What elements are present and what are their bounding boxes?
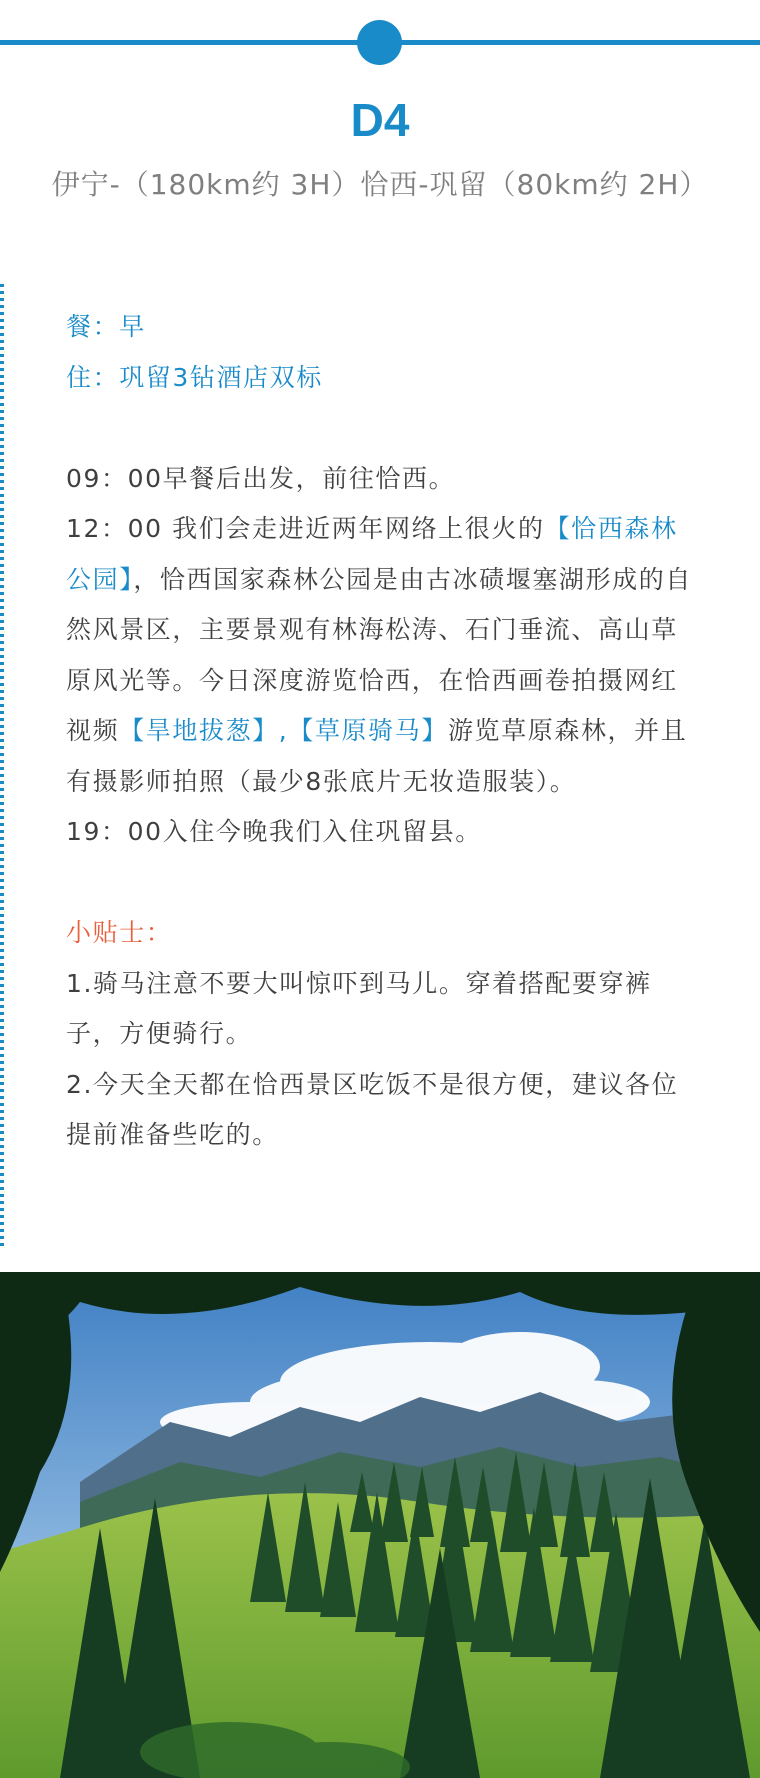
tip-item-1: 1.骑马注意不要大叫惊吓到马儿。穿着搭配要穿裤子，方便骑行。 [66,968,652,1048]
highlight-qiaxi-forest-park: 【恰西森林公园】 [66,514,678,594]
accommodation-line: 住：巩留3钻酒店双标 [66,362,323,392]
itinerary-content [66,302,700,1161]
tip-item-2: 2.今天全天都在恰西景区吃饭不是很方便，建议各位提前准备些吃的。 [66,1069,679,1149]
day-title: D4 [350,94,410,146]
itinerary-line-2-text-b: ，恰西国家森林公园是由古冰碛堰塞湖形成的自然风景区，主要景观有林海松涛、石门垂流、高山草原风光等。今日深度游览恰西，在恰西画卷拍摄网红视频 [66,564,692,745]
spacer [66,403,700,454]
route-subtitle: 伊宁-（180km约 3H）恰西-巩留（80km约 2H） [51,168,709,201]
itinerary-line-2-text-a: 12：00 我们会走进近两年网络上很火的 [66,514,545,543]
spacer [66,858,700,909]
landscape-illustration [0,1272,760,1778]
dotted-side-border [0,284,4,1250]
tips-title: 小贴士： [66,918,173,947]
top-divider-dot [357,20,402,65]
meals-line: 餐：早 [66,312,146,341]
itinerary-line-2-text-c: 游览草原森林，并且有摄影师拍照（最少8张底片无妆造服装）。 [66,716,688,796]
itinerary-line-1: 09：00早餐后出发，前往恰西。 [66,463,456,493]
itinerary-line-2 [66,504,700,807]
highlight-activities: 【旱地拔葱】,【草原骑马】 [119,716,448,745]
itinerary-line-3: 19：00入住今晚我们入住巩留县。 [66,817,482,846]
landscape-photo [0,1272,760,1778]
